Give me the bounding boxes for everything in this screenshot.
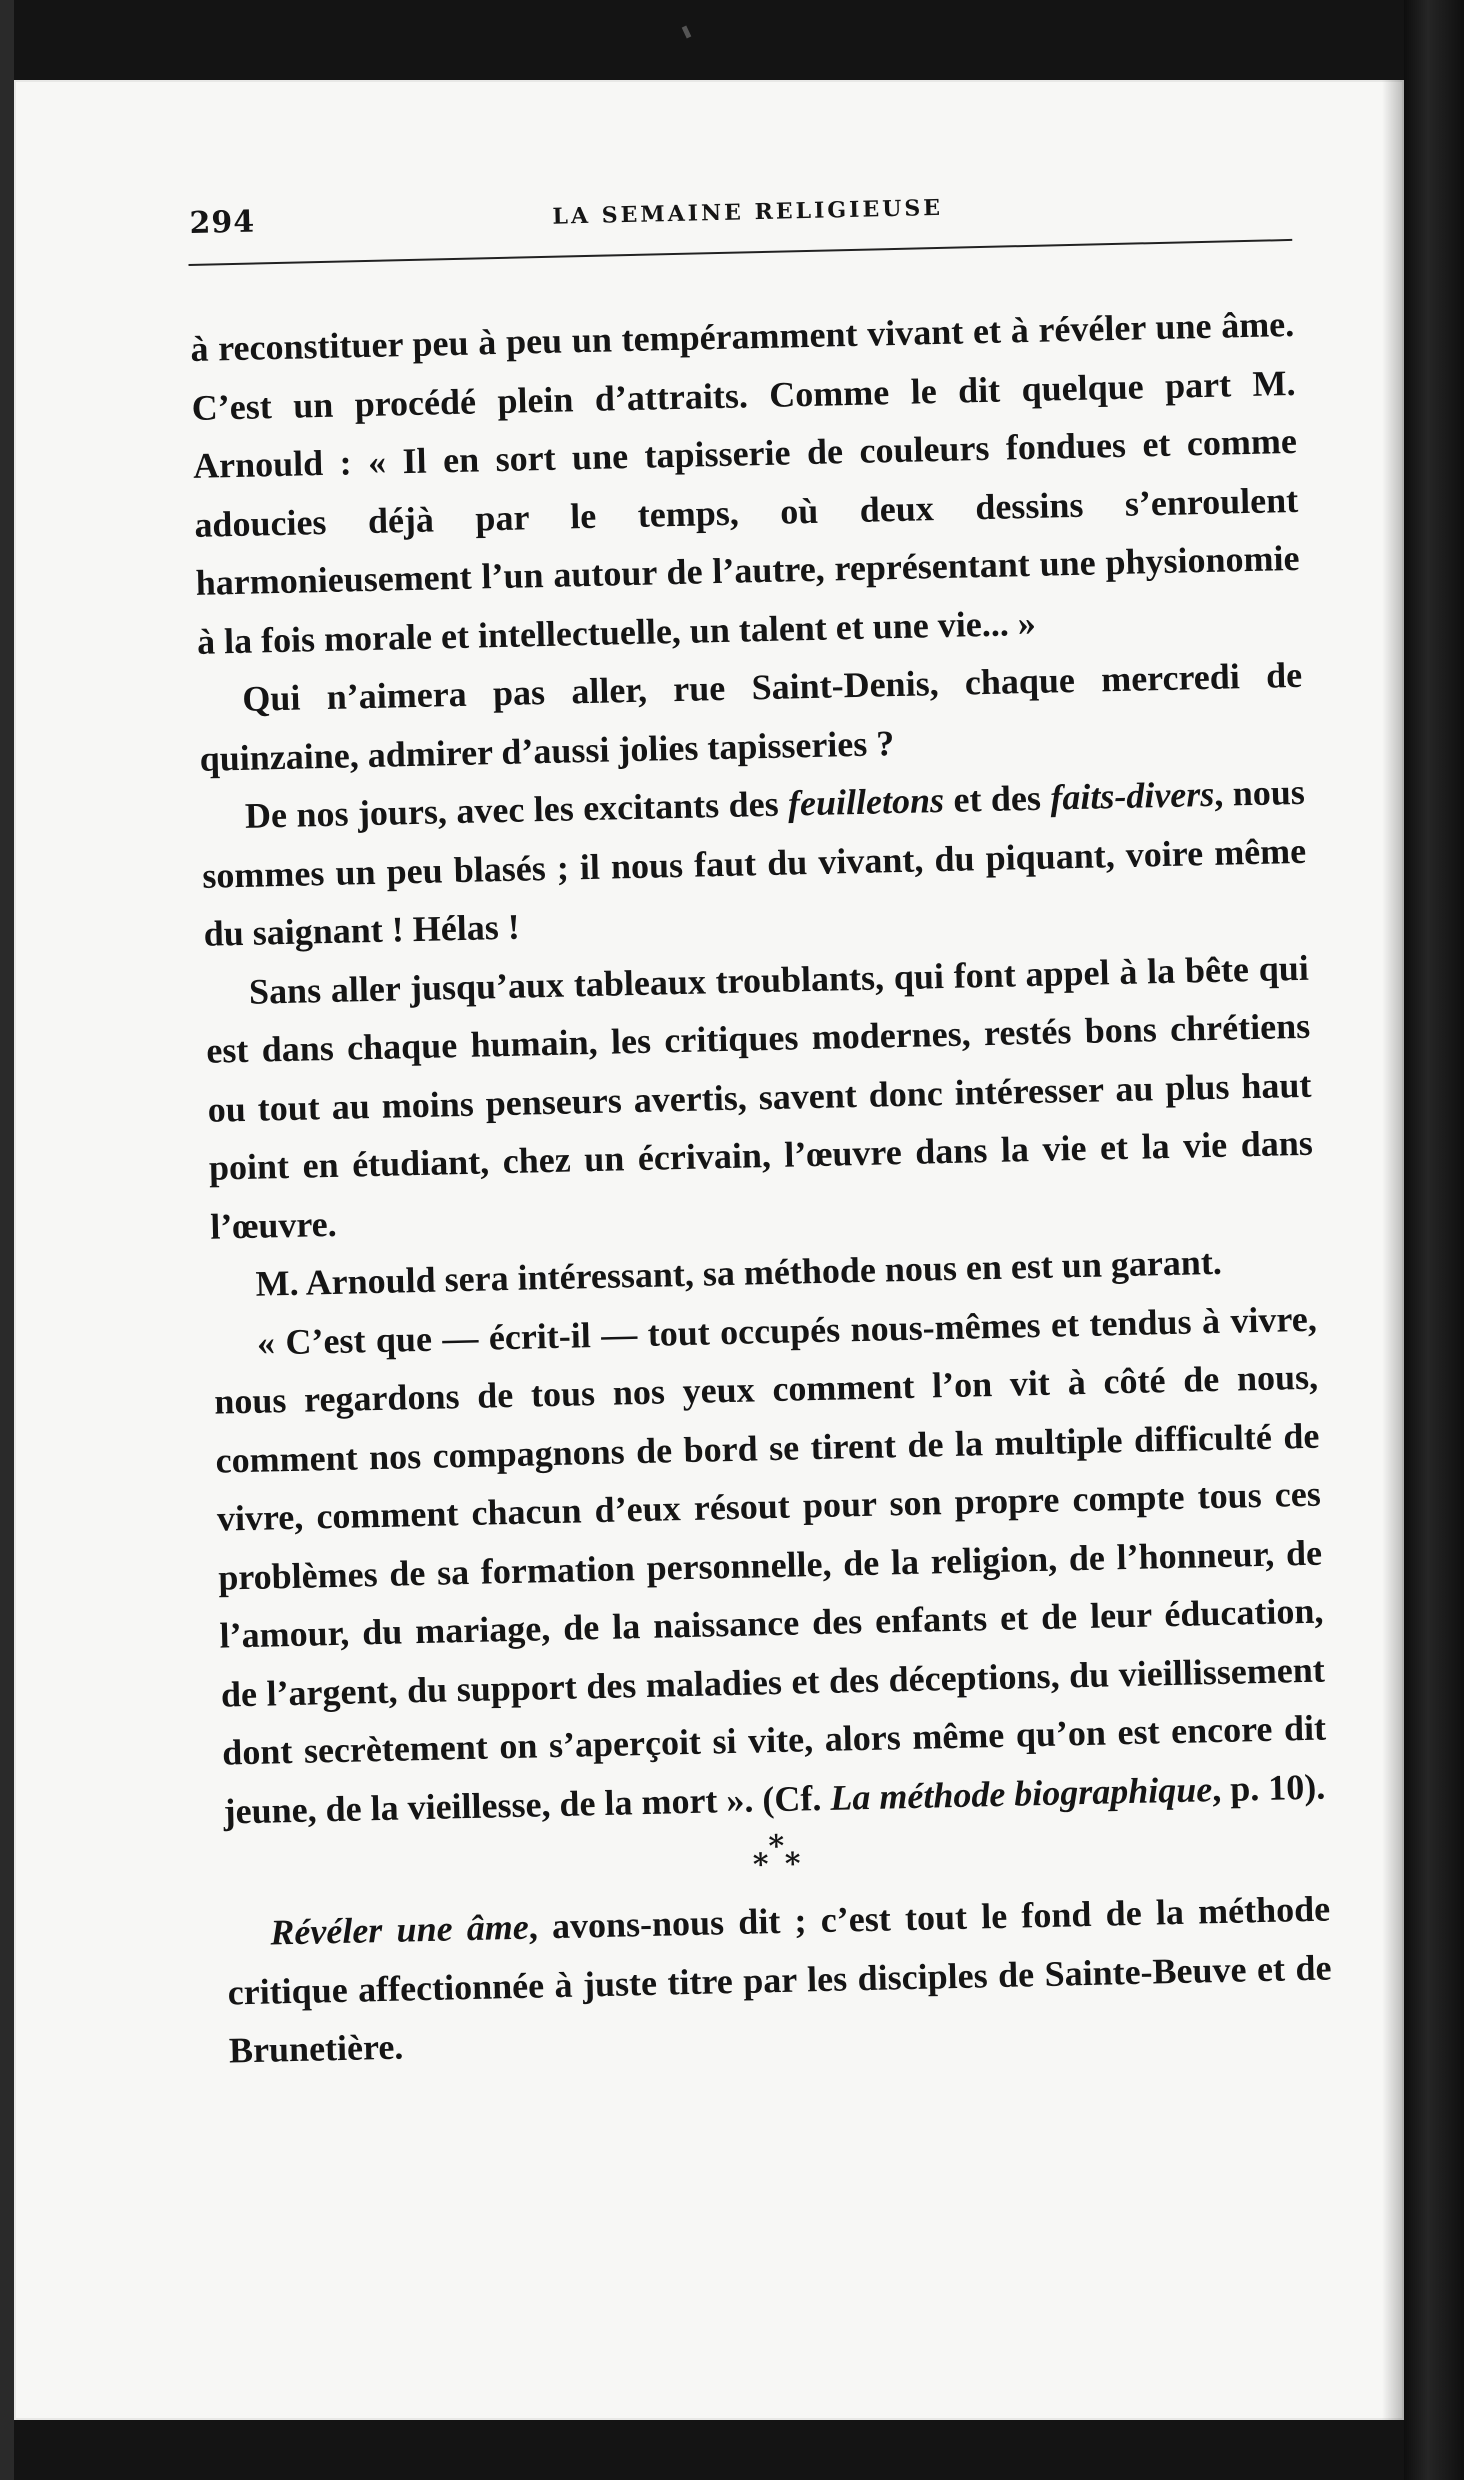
running-head: LA SEMAINE RELIGIEUSE — [552, 194, 944, 230]
text-run: Sans aller jusqu’aux tableaux troublants, qui font appel à la bête qui est dans chaque humain, les critiques modernes, restés bons chrétiens ou tout au moins penseurs avertis, savent donc intéresser au plus haut point en étudiant, chez un écrivain, l’œuvre dans la vie et la vie dans l’œuvre. — [205, 947, 1314, 1247]
paragraph — [200, 763, 1308, 964]
paragraph — [190, 295, 1302, 671]
paragraph — [226, 1880, 1334, 2081]
paragraph — [204, 938, 1314, 1255]
text-run: De nos jours, avec les excitants des — [244, 783, 789, 836]
page-content — [187, 172, 1389, 2080]
body-text — [190, 295, 1334, 2080]
text-run: « C’est que — écrit-il — tout occupés nous-mêmes et tendus à vivre, nous regardons de tous nos yeux comment l’on vit à côté de nous, comment nos compagnons de bord se tirent de la multiple difficulté de vivre, comment chacun d’eux résout pour son propre compte tous ces problèmes de sa formation personnelle, de la religion, de l’honneur, de l’amour, du mariage, de la naissance des enfants et de leur éducation, de l’argent, du support des maladies et des déceptions, du vieillissement dont secrètement on s’aperçoit si vite, alors même qu’on est encore dit jeune, de la vieillesse, de la mort ». (Cf. — [213, 1298, 1327, 1832]
italic-text: Révéler une âme — [269, 1906, 530, 1953]
text-run: à reconstituer peu à peu un tempéramment vivant et à révéler une âme. C’est un procédé plein d’attraits. Comme le dit quelque part M. Arnould : « Il en sort une tapisserie de couleurs fondues et comme adoucies déjà par le temps, où deux dessins s’enroulent harmonieusement l’un autour de l’autre, représentant une physionomie à la fois morale et intellectuelle, un talent et une vie... » — [189, 303, 1300, 662]
main-paragraphs — [190, 295, 1328, 1841]
italic-text: feuilletons — [787, 779, 945, 824]
header-rule — [188, 239, 1292, 266]
closing-paragraphs — [226, 1880, 1334, 2081]
book-binding-edge — [1404, 0, 1464, 2480]
page-header — [187, 172, 1348, 258]
italic-text: La méthode biographique — [829, 1768, 1213, 1818]
text-run: M. Arnould sera intéressant, sa méthode nous en est un garant. — [255, 1241, 1223, 1304]
page-number: 294 — [189, 204, 256, 241]
text-run: , nous sommes un peu blasés ; il nous faut du vivant, du piquant, voire même du saignant ! Hélas ! — [201, 771, 1307, 954]
paragraph — [212, 1289, 1328, 1840]
text-run: , avons-nous dit ; c’est tout le fond de la méthode critique affectionnée à juste titre par les disciples de Sainte-Beuve et de Brunetière. — [227, 1888, 1332, 2071]
book-page — [14, 80, 1404, 2420]
text-run: et des — [943, 777, 1051, 820]
asterism-star: * — [768, 1828, 785, 1865]
asterism-star: * — [784, 1846, 802, 1882]
scan-left-edge — [0, 0, 14, 2480]
stray-mark — [682, 26, 692, 39]
text-run: , p. 10). — [1211, 1766, 1326, 1809]
italic-text: faits-divers — [1049, 773, 1215, 818]
asterism-star: * — [752, 1847, 770, 1883]
text-run: Qui n’aimera pas aller, rue Saint-Denis, chaque mercredi de quinzaine, admirer d’aussi jolies tapisseries ? — [199, 654, 1303, 779]
